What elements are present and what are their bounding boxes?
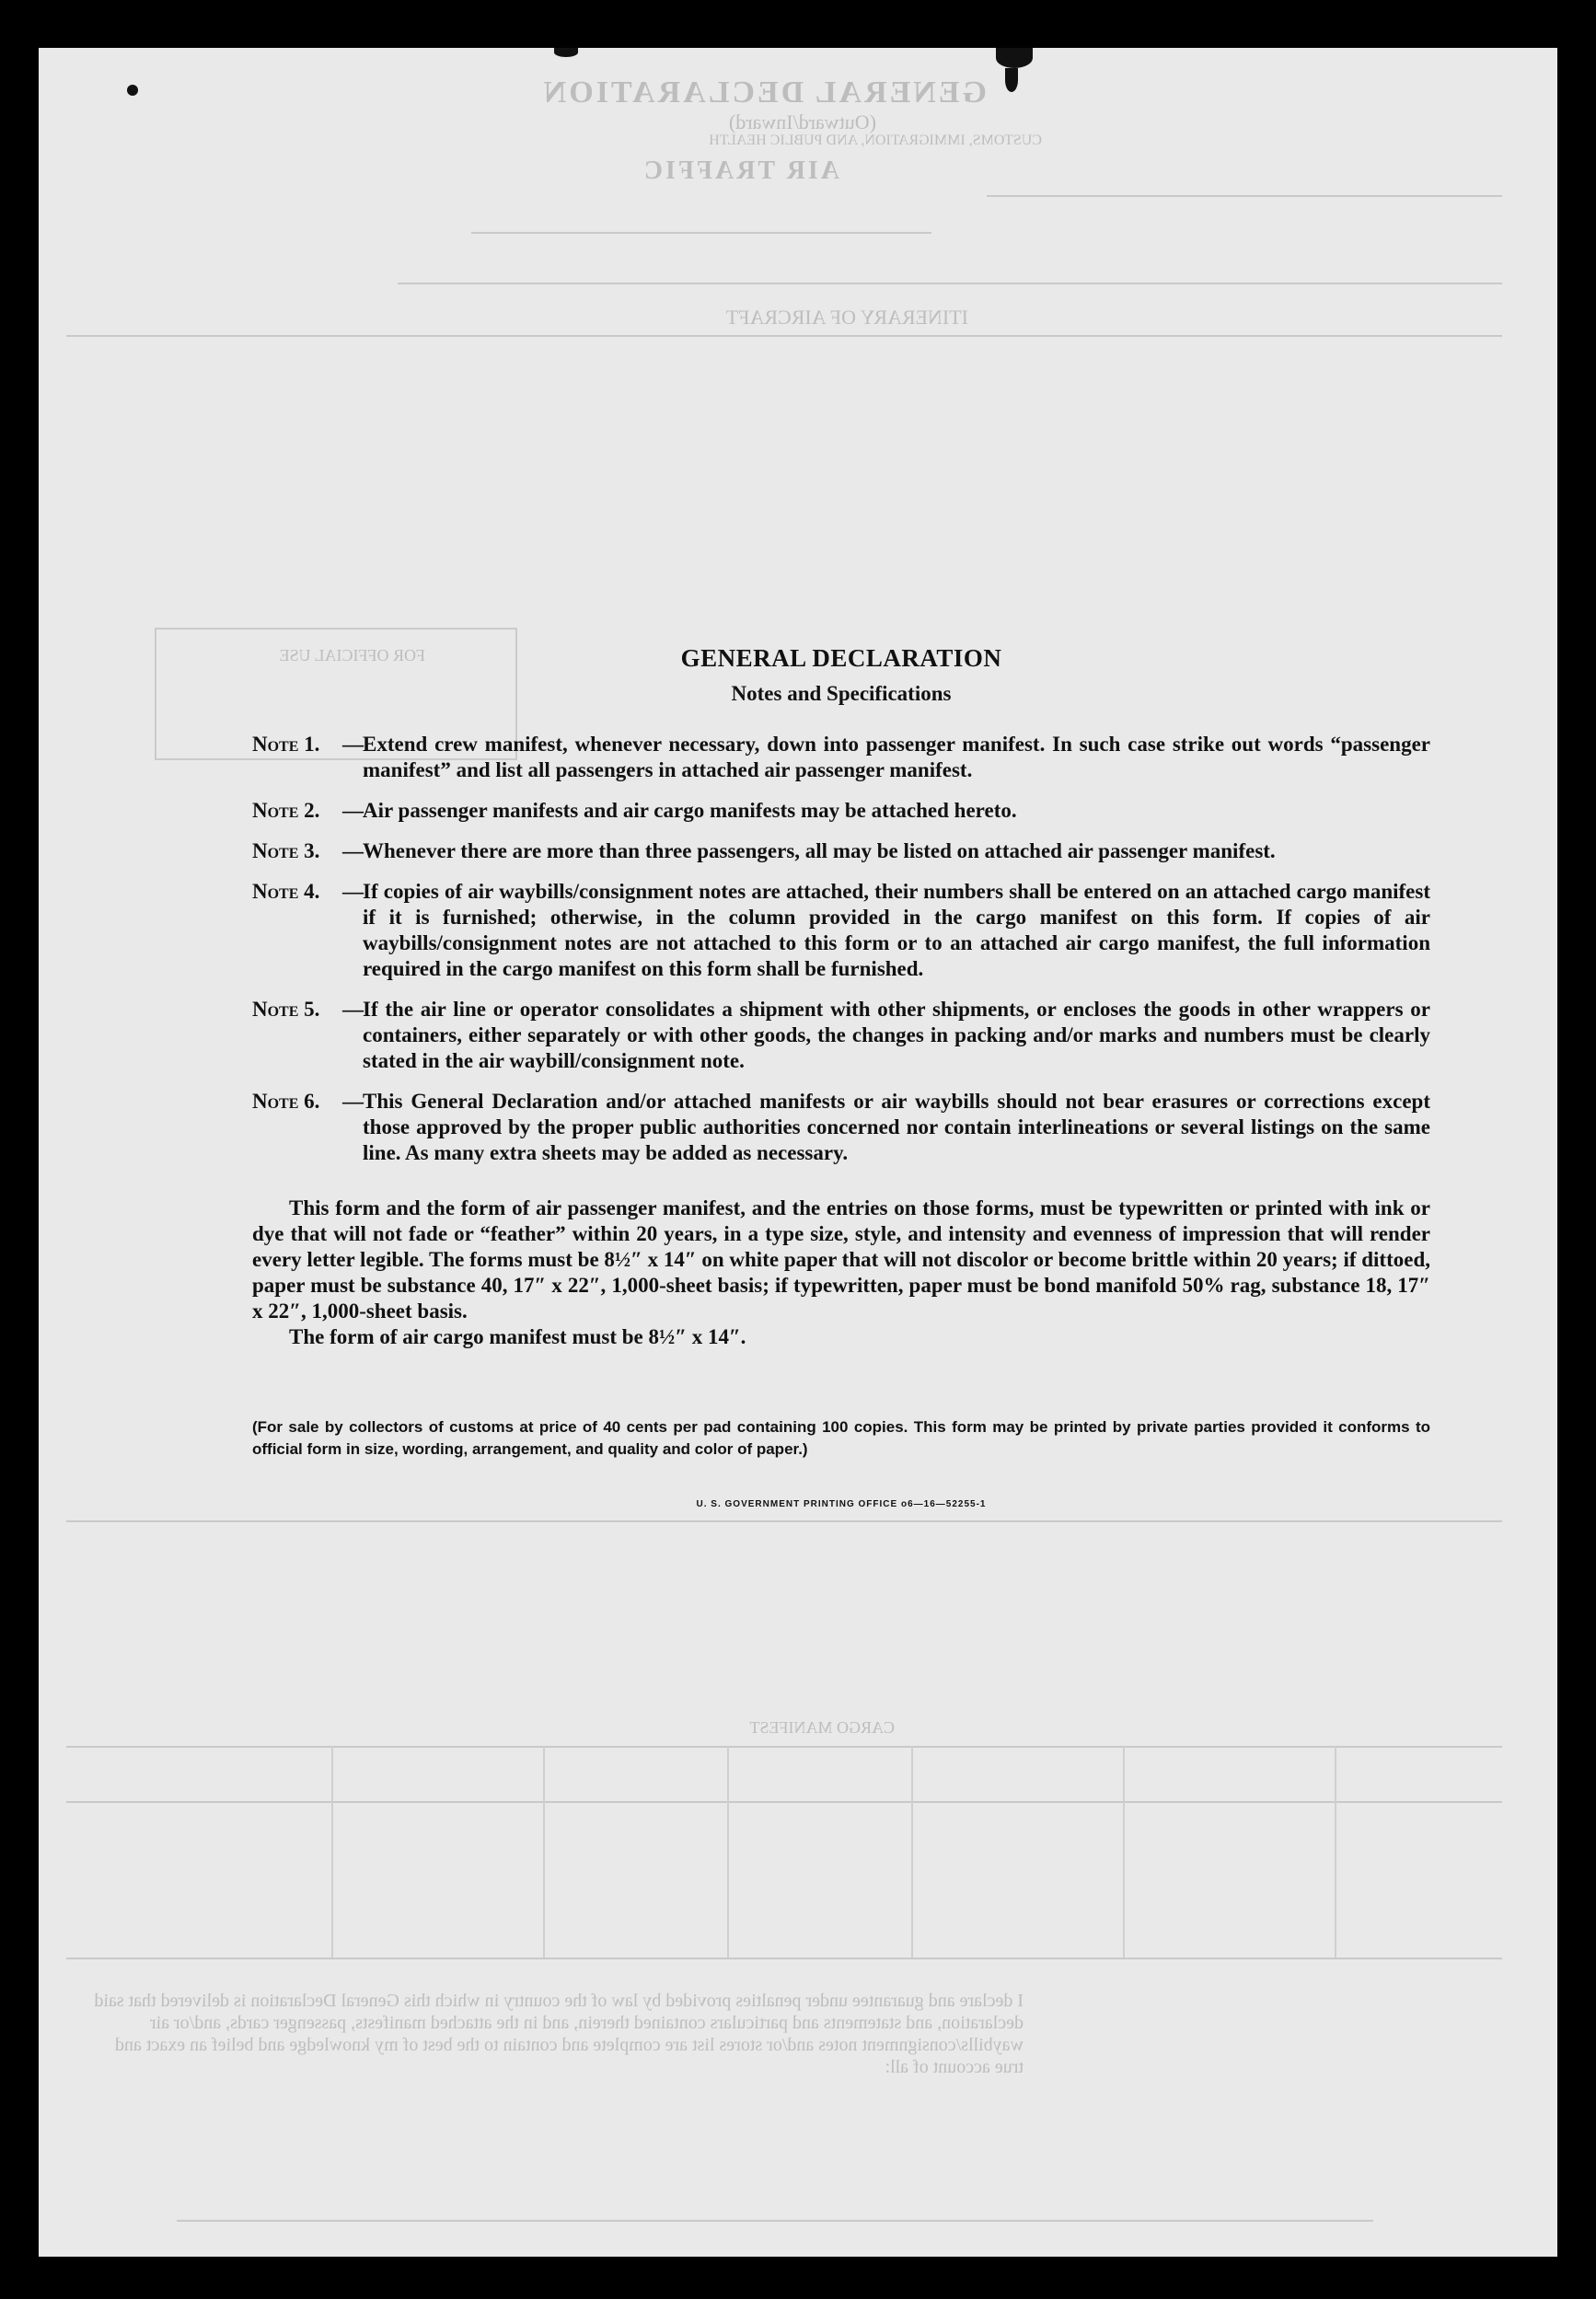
- document-subtitle: Notes and Specifications: [731, 682, 952, 705]
- note-text: This General Declaration and/or attached manifests or air waybills should not bear erasures or corrections except those approved by the proper public authorities concerned nor contain interlineations or several listings on the same line. As many extra sheets may be added as necessary.: [363, 1090, 1430, 1164]
- note-item: [252, 798, 1430, 824]
- document-title: GENERAL DECLARATION: [680, 644, 1002, 672]
- note-dash: —: [342, 998, 364, 1021]
- scan-artifact: [1005, 68, 1018, 92]
- bleed-through-background: GENERAL DECLARATION (Outward/Inward) CUSTOMS, IMMIGRATION, AND PUBLIC HEALTH AIR TRAFFIC ITINERARY OF AIRCRAFT FOR OFFICIAL USE CARGO MANIFEST I declare and guarantee under penalties provided by law of the country in which this General Declaration is delivered that said declaration, and statements and particulars contained therein, and in the attached manifests, passenger cards, and/or air waybills/consignment notes and/or stores list are complete and contain to the best of my knowledge and belief an exact and true account of all:: [39, 48, 1557, 2257]
- cargo-manifest-size-line: The form of air cargo manifest must be 8½″ x 14″.: [289, 1325, 746, 1348]
- note-text: If copies of air waybills/consignment notes are attached, their numbers shall be entered on an attached cargo manifest if it is furnished; otherwise, in the column provided in the cargo manifest on this form. If copies of air waybills/consignment notes are not attached to this form or to an attached air cargo manifest, the full information required in the cargo manifest on this form shall be furnished.: [363, 880, 1430, 980]
- scan-artifact: [996, 48, 1033, 68]
- note-label: Note 4.: [252, 880, 320, 903]
- note-item: [252, 732, 1430, 783]
- sale-notice: (For sale by collectors of customs at price of 40 cents per pad containing 100 copies. This form may be printed by private parties provided it conforms to official form in size, wording, arrangement, and quality and color of paper.): [252, 1418, 1430, 1458]
- note-text: Air passenger manifests and air cargo manifests may be attached hereto.: [363, 799, 1017, 822]
- note-item: [252, 838, 1430, 864]
- scan-artifact: [554, 48, 578, 57]
- note-item: [252, 1089, 1430, 1166]
- scan-artifact: [127, 85, 138, 96]
- form-requirements-paragraph: This form and the form of air passenger manifest, and the entries on those forms, must be typewritten or printed with ink or dye that will not fade or “feather” within 20 years, in a type size, style, and intensity and evenness of impression that will render every letter legible. The forms must be 8½″ x 14″ on white paper that will not discolor or become brittle within 20 years; if dittoed, paper must be substance 40, 17″ x 22″, 1,000-sheet basis; if typewritten, paper must be bond manifold 50% rag, substance 18, 17″ x 22″, 1,000-sheet basis.: [252, 1196, 1430, 1323]
- note-label: Note 2.: [252, 799, 320, 822]
- note-dash: —: [342, 880, 364, 903]
- note-label: Note 1.: [252, 733, 320, 756]
- note-item: [252, 997, 1430, 1074]
- note-label: Note 3.: [252, 839, 320, 862]
- note-item: [252, 879, 1430, 982]
- notes-content: [252, 644, 1430, 1509]
- note-dash: —: [342, 799, 364, 822]
- notes-list: [252, 732, 1430, 1166]
- note-label: Note 5.: [252, 998, 320, 1021]
- printing-office-line: U. S. GOVERNMENT PRINTING OFFICE o6—16—52255-1: [696, 1499, 987, 1509]
- note-dash: —: [342, 839, 364, 862]
- document-page: [39, 48, 1557, 2257]
- note-dash: —: [342, 733, 364, 756]
- note-dash: —: [342, 1090, 364, 1113]
- note-label: Note 6.: [252, 1090, 320, 1113]
- note-text: Whenever there are more than three passengers, all may be listed on attached air passenger manifest.: [363, 839, 1276, 862]
- note-text: If the air line or operator consolidates a shipment with other shipments, or encloses the goods in other wrappers or containers, either separately or with other goods, the changes in packing and/or marks and numbers must be clearly stated in the air waybill/consignment note.: [363, 998, 1430, 1072]
- note-text: Extend crew manifest, whenever necessary, down into passenger manifest. In such case strike out words “passenger manifest” and list all passengers in attached air passenger manifest.: [363, 733, 1430, 781]
